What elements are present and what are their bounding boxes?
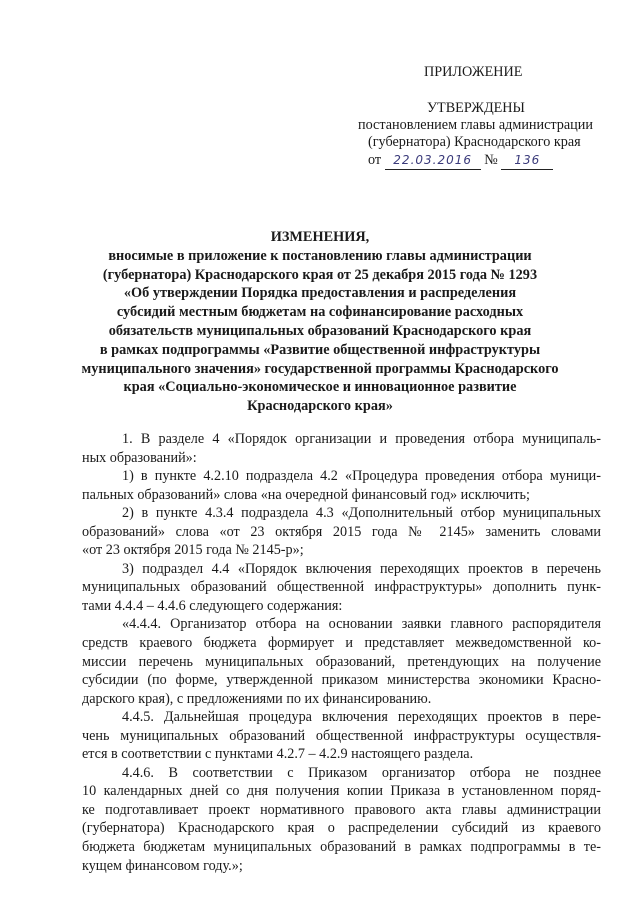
body-line: чень муниципальных образований общественной инфраструктуры осуществля- [82, 727, 601, 744]
title-line: края «Социально-экономическое и инновационное развитие [123, 379, 517, 396]
body-line: субсидии (по форме, утвержденной приказом министерства экономики Красно- [82, 672, 601, 689]
body-line: муниципальных образований общественной инфраструктуры» дополнить пунк- [82, 579, 601, 596]
title-line: муниципального значения» государственной программы Краснодарского [81, 360, 559, 377]
title-line: вносимые в приложение к постановлению главы администрации [108, 247, 532, 264]
body-line: тами 4.4.4 – 4.4.6 следующего содержания: [82, 597, 343, 614]
body-line: ных образований»: [82, 449, 197, 466]
body-line: кущем финансовом году.»; [82, 857, 243, 874]
body-line: миссии перечень муниципальных образований, претендующих на получение [82, 653, 601, 670]
body-line: 3) подраздел 4.4 «Порядок включения переходящих проектов в перечень [122, 560, 601, 577]
body-line: 10 календарных дней со дня получения копии Приказа в установленном поряд- [82, 783, 601, 800]
title-line: субсидий местным бюджетам на софинансирование расходных [116, 304, 524, 321]
body-line: пальных образований» слова «на очередной финансовый год» исключить; [82, 486, 530, 503]
title-heading: ИЗМЕНЕНИЯ, [270, 229, 370, 245]
body-line: 2) в пункте 4.3.4 подраздела 4.3 «Дополнительный отбор муниципальных [122, 505, 601, 522]
body-line: (губернатора) Краснодарского края о распределении субсидий из краевого [82, 820, 601, 837]
title-line: (губернатора) Краснодарского края от 25 декабря 2015 года № 1293 [102, 266, 538, 283]
body-line: «от 23 октября 2015 года № 2145-р»; [82, 542, 304, 559]
resolution-date: 22.03.2016 [385, 152, 481, 170]
document-header [0, 0, 640, 200]
body-line: дарского края), с предложениями по их финансированию. [82, 690, 432, 707]
body-line: образований» слова «от 23 октября 2015 года № 2145» заменить словами [82, 523, 601, 540]
approved-label: УТВЕРЖДЕНЫ [427, 100, 525, 116]
title-line: Краснодарского края» [247, 398, 393, 415]
title-line: в рамках подпрограммы «Развитие общественной инфраструктуры [99, 341, 541, 358]
resolution-date-line [368, 152, 553, 170]
approved-by-line-2: (губернатора) Краснодарского края [368, 134, 581, 150]
number-prefix: № [484, 152, 498, 168]
title-line: обязательств муниципальных образований Краснодарского края [108, 322, 532, 339]
approved-by-line-1: постановлением главы администрации [358, 117, 593, 133]
body-line: ке подготавливает проект нормативного правового акта главы администрации [82, 801, 601, 818]
body-line: средств краевого бюджета формирует и представляет межведомственной ко- [82, 635, 601, 652]
document-title [20, 228, 620, 416]
title-line: «Об утверждении Порядка предоставления и распределения [123, 285, 517, 302]
body-line: бюджета бюджетам муниципальных образований в рамках подпрограммы в те- [82, 839, 601, 856]
body-line: ется в соответствии с пунктами 4.2.7 – 4.2.9 настоящего раздела. [82, 746, 474, 763]
date-prefix: от [368, 152, 382, 168]
body-line: 4.4.6. В соответствии с Приказом организатор отбора не позднее [122, 764, 601, 781]
appendix-label: ПРИЛОЖЕНИЕ [424, 64, 523, 80]
body-line: 1. В разделе 4 «Порядок организации и проведения отбора муниципаль- [122, 431, 601, 447]
body-line: 1) в пункте 4.2.10 подраздела 4.2 «Процедура проведения отбора муници- [122, 468, 601, 485]
body-line: «4.4.4. Организатор отбора на основании заявки главного распорядителя [122, 616, 601, 633]
document-body [82, 430, 601, 875]
body-line: 4.4.5. Дальнейшая процедура включения переходящих проектов в пере- [122, 709, 601, 726]
resolution-number: 136 [501, 152, 553, 170]
